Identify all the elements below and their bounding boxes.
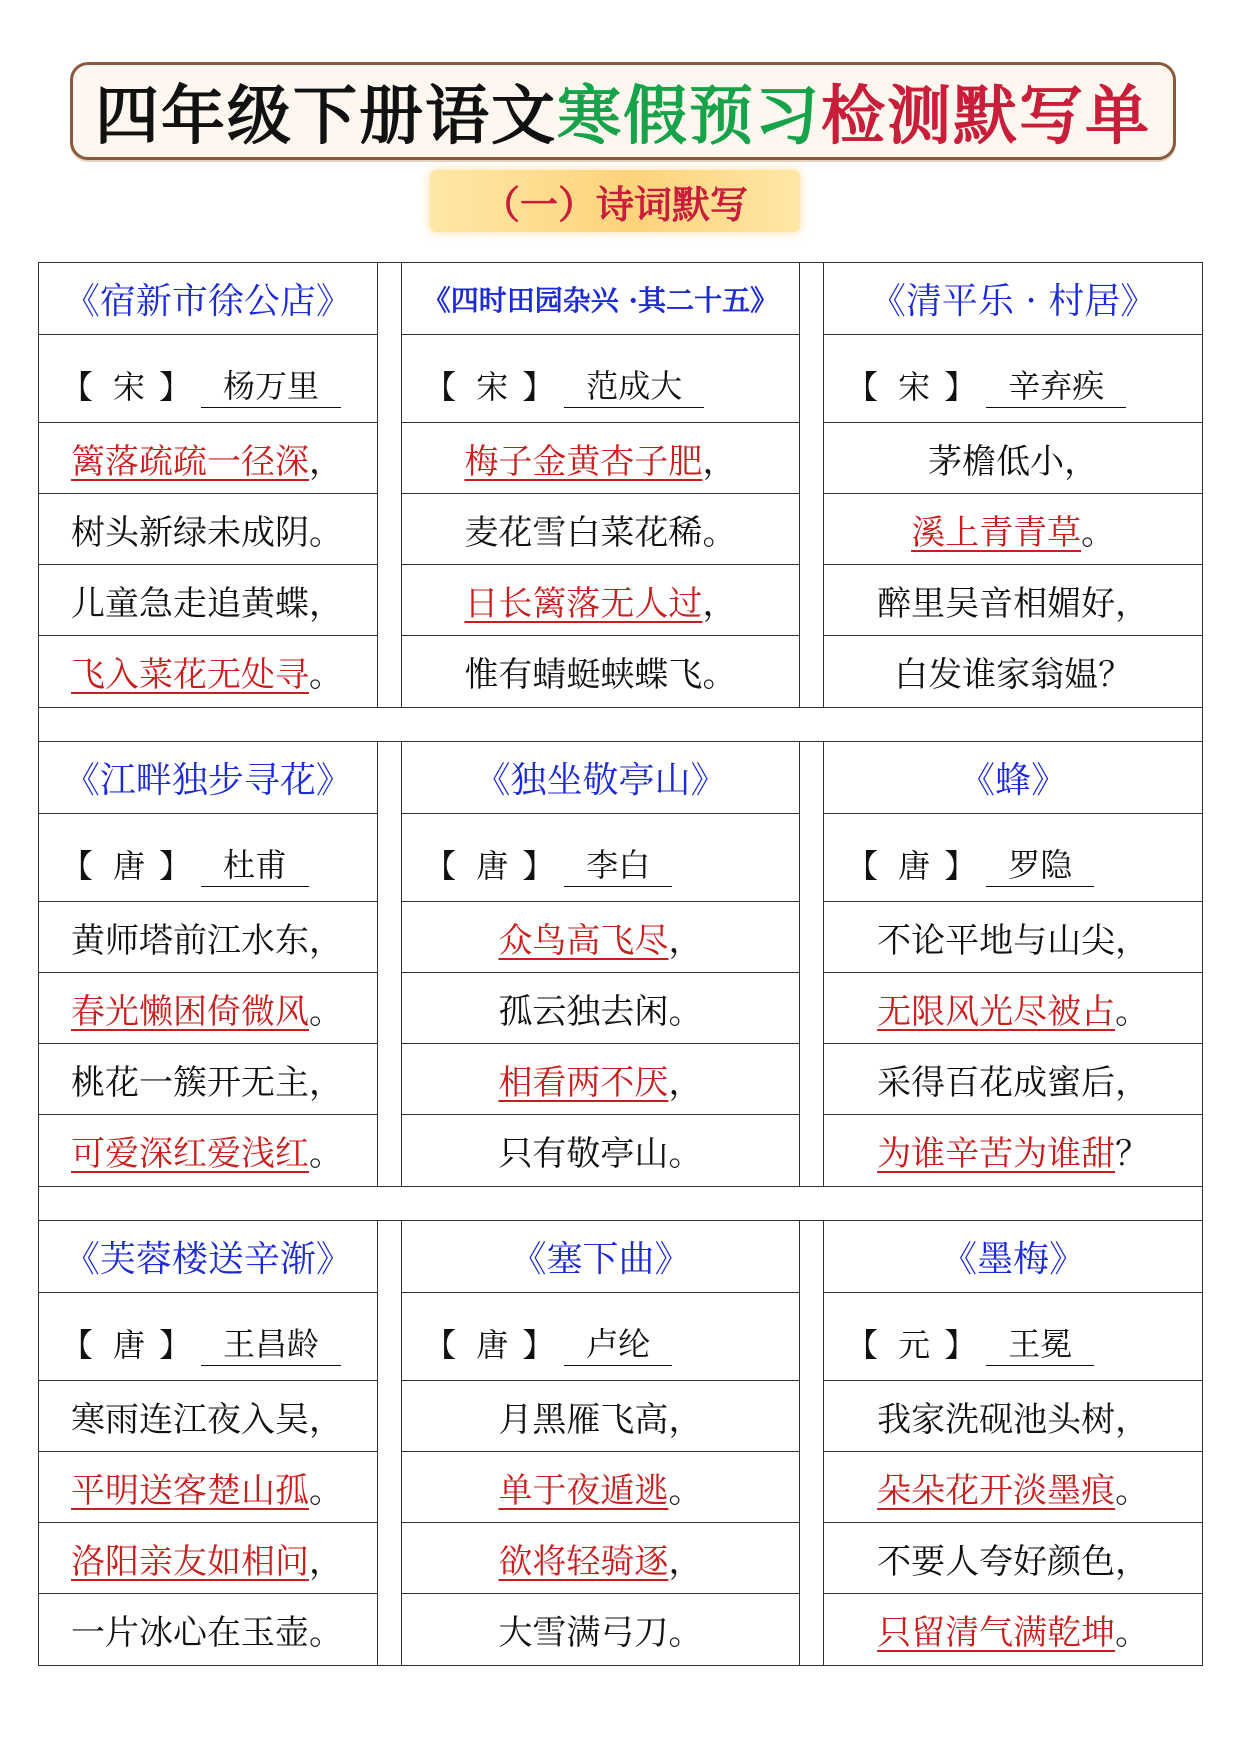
poem-line — [402, 636, 798, 707]
poem-author — [824, 814, 1202, 902]
poem-line — [39, 973, 377, 1044]
line-text: 黄师塔前江水东 — [71, 920, 309, 961]
poem-line — [39, 423, 377, 494]
poem-line — [39, 494, 377, 565]
column-gap — [800, 1221, 825, 1665]
poem-line — [824, 1381, 1202, 1452]
line-punctuation: 。 — [668, 1613, 703, 1653]
open-bracket: 【 — [61, 1326, 94, 1364]
line-punctuation: 。 — [309, 1470, 343, 1511]
line-text: 孤云独去闲 — [498, 991, 669, 1032]
line-punctuation: ， — [309, 920, 343, 961]
answer-text: 众鸟高飞尽 — [498, 920, 669, 961]
poem-line — [402, 1523, 798, 1594]
line-punctuation: 。 — [309, 991, 343, 1032]
poem-line — [39, 1452, 377, 1523]
column-gap — [378, 263, 403, 707]
poem-author — [39, 814, 377, 902]
poem-line — [402, 494, 798, 565]
open-bracket: 【 — [424, 1326, 457, 1364]
poem-line — [402, 1452, 798, 1523]
poem-author — [39, 1293, 377, 1381]
poem-line — [824, 1523, 1202, 1594]
answer-text: 朵朵花开淡墨痕 — [877, 1470, 1116, 1511]
poem-line — [824, 1044, 1202, 1115]
line-punctuation: ， — [309, 1399, 343, 1440]
poem-column — [39, 263, 378, 707]
author-name: 李白 — [564, 840, 672, 887]
line-punctuation: ， — [309, 1541, 343, 1582]
poem-column — [824, 742, 1202, 1186]
line-punctuation: 。 — [309, 655, 343, 695]
close-bracket: 】 — [944, 847, 977, 885]
line-text: 月黑雁飞高 — [498, 1399, 669, 1440]
line-text: 我家洗砚池头树 — [877, 1399, 1116, 1440]
line-punctuation: ？ — [1098, 655, 1133, 695]
poem-column — [824, 1221, 1202, 1665]
title-part-grade: 四年级下册语文 — [95, 80, 557, 154]
column-gap — [800, 263, 825, 707]
line-punctuation: ， — [1115, 583, 1150, 624]
line-punctuation: 。 — [668, 1470, 703, 1511]
poem-line — [824, 494, 1202, 565]
poem-column — [824, 263, 1202, 707]
line-punctuation: ？ — [1115, 1134, 1150, 1174]
poem-line — [402, 1115, 798, 1186]
dynasty: 唐 — [476, 1326, 509, 1364]
poem-line — [39, 1044, 377, 1115]
poem-line — [39, 1115, 377, 1186]
open-bracket: 【 — [61, 847, 94, 885]
open-bracket: 【 — [846, 368, 879, 406]
line-punctuation: 。 — [668, 991, 703, 1032]
dynasty: 唐 — [113, 1326, 146, 1364]
title-part-dictation: 检测默写单 — [821, 80, 1151, 154]
section-subtitle: （一）诗词默写 — [430, 170, 800, 232]
line-punctuation: ， — [668, 1541, 703, 1582]
line-punctuation: ， — [1064, 441, 1099, 482]
close-bracket: 】 — [159, 368, 192, 406]
column-gap — [800, 742, 825, 1186]
author-name: 杜甫 — [201, 840, 309, 887]
open-bracket: 【 — [61, 368, 94, 406]
poem-line — [402, 423, 798, 494]
open-bracket: 【 — [424, 847, 457, 885]
poem-title: 《墨梅》 — [824, 1221, 1202, 1293]
answer-text: 日长篱落无人过 — [464, 583, 703, 624]
answer-text: 篱落疏疏一径深 — [71, 441, 309, 482]
dynasty: 元 — [898, 1326, 931, 1364]
line-punctuation: ， — [702, 441, 737, 482]
poem-line — [824, 423, 1202, 494]
poem-author — [402, 335, 798, 423]
poem-block — [39, 1221, 1202, 1665]
line-text: 大雪满弓刀 — [498, 1613, 669, 1653]
author-name: 辛弃疾 — [986, 361, 1126, 408]
close-bracket: 】 — [522, 1326, 555, 1364]
poem-column — [402, 263, 799, 707]
line-punctuation: ， — [702, 583, 737, 624]
answer-text: 飞入菜花无处寻 — [71, 655, 309, 695]
dynasty: 宋 — [113, 368, 146, 406]
dynasty: 唐 — [113, 847, 146, 885]
column-gap — [378, 742, 403, 1186]
poem-column — [402, 1221, 799, 1665]
poem-block — [39, 263, 1202, 707]
line-text: 桃花一簇开无主 — [71, 1062, 309, 1103]
poem-line — [824, 565, 1202, 636]
line-punctuation: 。 — [1115, 991, 1150, 1032]
poem-line — [824, 636, 1202, 707]
line-punctuation: ， — [668, 1062, 703, 1103]
answer-text: 无限风光尽被占 — [877, 991, 1116, 1032]
open-bracket: 【 — [846, 1326, 879, 1364]
answer-text: 平明送客楚山孤 — [71, 1470, 309, 1511]
author-name: 卢纶 — [564, 1319, 672, 1366]
poem-line — [402, 565, 798, 636]
line-punctuation: 。 — [668, 1134, 703, 1174]
column-gap — [378, 1221, 403, 1665]
poem-author — [402, 814, 798, 902]
dynasty: 宋 — [476, 368, 509, 406]
poem-line — [39, 1381, 377, 1452]
poem-line — [824, 973, 1202, 1044]
line-text: 寒雨连江夜入吴 — [71, 1399, 309, 1440]
poem-line — [402, 1594, 798, 1665]
poem-line — [824, 1115, 1202, 1186]
close-bracket: 】 — [944, 368, 977, 406]
line-punctuation: ， — [309, 1062, 343, 1103]
close-bracket: 】 — [522, 847, 555, 885]
poem-title: 《独坐敬亭山》 — [402, 742, 798, 814]
close-bracket: 】 — [944, 1326, 977, 1364]
poem-line — [402, 902, 798, 973]
line-punctuation: 。 — [309, 1613, 343, 1653]
line-text: 采得百花成蜜后 — [877, 1062, 1116, 1103]
line-punctuation: 。 — [1115, 1470, 1150, 1511]
poem-line — [39, 902, 377, 973]
poem-block — [39, 742, 1202, 1186]
line-text: 茅檐低小 — [928, 441, 1065, 482]
answer-text: 相看两不厌 — [498, 1062, 669, 1103]
author-name: 王昌龄 — [201, 1319, 341, 1366]
answer-text: 为谁辛苦为谁甜 — [877, 1134, 1116, 1174]
answer-text: 可爱深红爱浅红 — [71, 1134, 309, 1174]
poem-line — [402, 973, 798, 1044]
answer-text: 春光懒困倚微风 — [71, 991, 309, 1032]
answer-text: 溪上青青草 — [911, 512, 1082, 553]
author-name: 王冕 — [986, 1319, 1094, 1366]
title-part-preview: 寒假预习 — [557, 80, 821, 154]
answer-text: 梅子金黄杏子肥 — [464, 441, 703, 482]
page-title — [70, 62, 1176, 160]
poem-title: 《四时田园杂兴 ·其二十五》 — [402, 263, 798, 335]
line-text: 一片冰心在玉壶 — [71, 1613, 309, 1653]
line-punctuation: 。 — [1115, 1613, 1150, 1653]
line-punctuation: 。 — [309, 512, 343, 553]
line-text: 不要人夸好颜色 — [877, 1541, 1116, 1582]
line-punctuation: ， — [1115, 1541, 1150, 1582]
open-bracket: 【 — [424, 368, 457, 406]
line-text: 儿童急走追黄蝶 — [71, 583, 309, 624]
answer-text: 洛阳亲友如相问 — [71, 1541, 309, 1582]
block-separator — [39, 1186, 1202, 1221]
line-text: 麦花雪白菜花稀 — [464, 512, 703, 553]
line-text: 树头新绿未成阴 — [71, 512, 309, 553]
poem-author — [824, 1293, 1202, 1381]
line-punctuation: ， — [309, 441, 343, 482]
line-text: 不论平地与山尖 — [877, 920, 1116, 961]
poem-column — [39, 742, 378, 1186]
author-name: 罗隐 — [986, 840, 1094, 887]
dynasty: 唐 — [898, 847, 931, 885]
line-text: 白发谁家翁媪 — [894, 655, 1099, 695]
close-bracket: 】 — [522, 368, 555, 406]
poem-title: 《江畔独步寻花》 — [39, 742, 377, 814]
poem-line — [824, 1452, 1202, 1523]
line-punctuation: 。 — [702, 655, 737, 695]
poem-line — [402, 1381, 798, 1452]
poem-title: 《芙蓉楼送辛渐》 — [39, 1221, 377, 1293]
line-text: 惟有蜻蜓蛱蝶飞 — [464, 655, 703, 695]
line-punctuation: ， — [309, 583, 343, 624]
line-punctuation: 。 — [702, 512, 737, 553]
answer-text: 单于夜遁逃 — [498, 1470, 669, 1511]
author-name: 范成大 — [564, 361, 704, 408]
poem-line — [39, 1594, 377, 1665]
poem-title: 《宿新市徐公店》 — [39, 263, 377, 335]
poem-line — [39, 1523, 377, 1594]
line-text: 只有敬亭山 — [498, 1134, 669, 1174]
line-punctuation: ， — [668, 1399, 703, 1440]
poem-author — [402, 1293, 798, 1381]
line-text: 醉里吴音相媚好 — [877, 583, 1116, 624]
close-bracket: 】 — [159, 847, 192, 885]
author-name: 杨万里 — [201, 361, 341, 408]
poem-line — [824, 1594, 1202, 1665]
dynasty: 唐 — [476, 847, 509, 885]
poem-title: 《蜂》 — [824, 742, 1202, 814]
line-punctuation: 。 — [309, 1134, 343, 1174]
poem-author — [39, 335, 377, 423]
line-punctuation: ， — [1115, 1062, 1150, 1103]
answer-text: 欲将轻骑逐 — [498, 1541, 669, 1582]
poem-title: 《塞下曲》 — [402, 1221, 798, 1293]
poem-table — [38, 262, 1203, 1666]
line-punctuation: 。 — [1081, 512, 1116, 553]
open-bracket: 【 — [846, 847, 879, 885]
poem-column — [39, 1221, 378, 1665]
dynasty: 宋 — [898, 368, 931, 406]
answer-text: 只留清气满乾坤 — [877, 1613, 1116, 1653]
line-punctuation: ， — [1115, 920, 1150, 961]
poem-line — [402, 1044, 798, 1115]
line-punctuation: ， — [1115, 1399, 1150, 1440]
poem-line — [39, 565, 377, 636]
block-separator — [39, 707, 1202, 742]
poem-column — [402, 742, 799, 1186]
poem-author — [824, 335, 1202, 423]
poem-line — [39, 636, 377, 707]
line-punctuation: ， — [668, 920, 703, 961]
close-bracket: 】 — [159, 1326, 192, 1364]
poem-line — [824, 902, 1202, 973]
poem-title: 《清平乐 · 村居》 — [824, 263, 1202, 335]
